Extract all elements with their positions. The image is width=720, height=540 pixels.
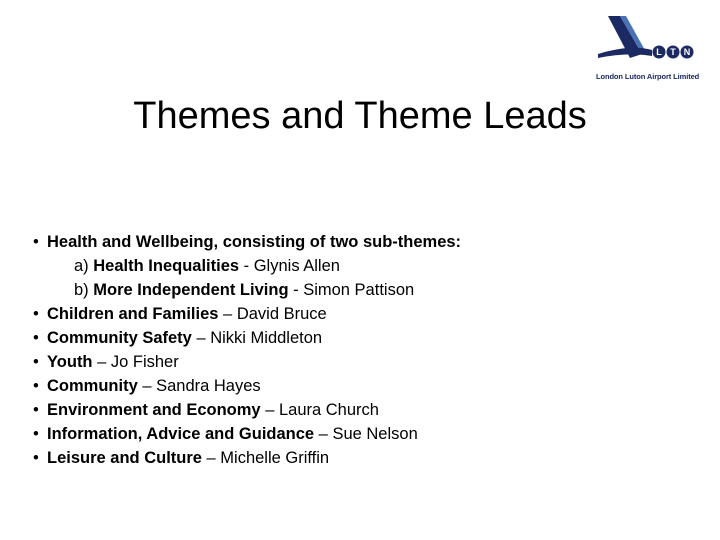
bullet: • xyxy=(33,377,39,395)
list-item-environment-economy xyxy=(33,398,693,422)
list-item-community-safety xyxy=(33,326,693,350)
svg-text:N: N xyxy=(683,47,691,58)
item-theme: Health and Wellbeing, consisting of two sub-themes: xyxy=(47,233,462,251)
list-item-children-families xyxy=(33,302,693,326)
sub-item-prefix: b) xyxy=(74,281,94,299)
item-theme: More Independent Living xyxy=(93,281,289,299)
airport-logo xyxy=(590,14,710,81)
sub-item-independent-living xyxy=(33,278,693,302)
item-theme: Youth xyxy=(47,353,93,371)
item-theme: Information, Advice and Guidance xyxy=(47,425,315,443)
plane-tail-icon xyxy=(590,14,710,74)
list-item-community xyxy=(33,374,693,398)
item-lead: – Michelle Griffin xyxy=(201,449,330,467)
item-lead: - Simon Pattison xyxy=(288,281,415,299)
item-lead: – David Bruce xyxy=(218,305,327,323)
item-theme: Environment and Economy xyxy=(47,401,261,419)
item-theme: Community Safety xyxy=(47,329,192,347)
item-theme: Leisure and Culture xyxy=(47,449,202,467)
bullet: • xyxy=(33,353,39,371)
themes-list xyxy=(33,230,693,470)
bullet: • xyxy=(33,233,39,251)
slide-title: Themes and Theme Leads xyxy=(133,95,587,137)
item-lead: – Jo Fisher xyxy=(92,353,179,371)
sub-item-prefix: a) xyxy=(74,257,94,275)
sub-item-health-inequalities xyxy=(33,254,693,278)
item-theme: Health Inequalities xyxy=(93,257,240,275)
bullet: • xyxy=(33,329,39,347)
svg-text:T: T xyxy=(670,47,676,58)
logo-text: London Luton Airport Limited xyxy=(596,72,700,81)
item-theme: Community xyxy=(47,377,138,395)
item-lead: - Glynis Allen xyxy=(239,257,340,275)
bullet: • xyxy=(33,425,39,443)
item-lead: – Sandra Hayes xyxy=(137,377,261,395)
list-item-information-advice xyxy=(33,422,693,446)
item-lead: – Nikki Middleton xyxy=(191,329,323,347)
item-theme: Children and Families xyxy=(47,305,219,323)
list-item-leisure-culture xyxy=(33,446,693,470)
item-lead: – Laura Church xyxy=(260,401,379,419)
bullet: • xyxy=(33,401,39,419)
bullet: • xyxy=(33,305,39,323)
svg-text:L: L xyxy=(656,47,662,58)
list-item-youth xyxy=(33,350,693,374)
bullet: • xyxy=(33,449,39,467)
item-lead: – Sue Nelson xyxy=(314,425,418,443)
list-item-health-wellbeing xyxy=(33,230,693,254)
